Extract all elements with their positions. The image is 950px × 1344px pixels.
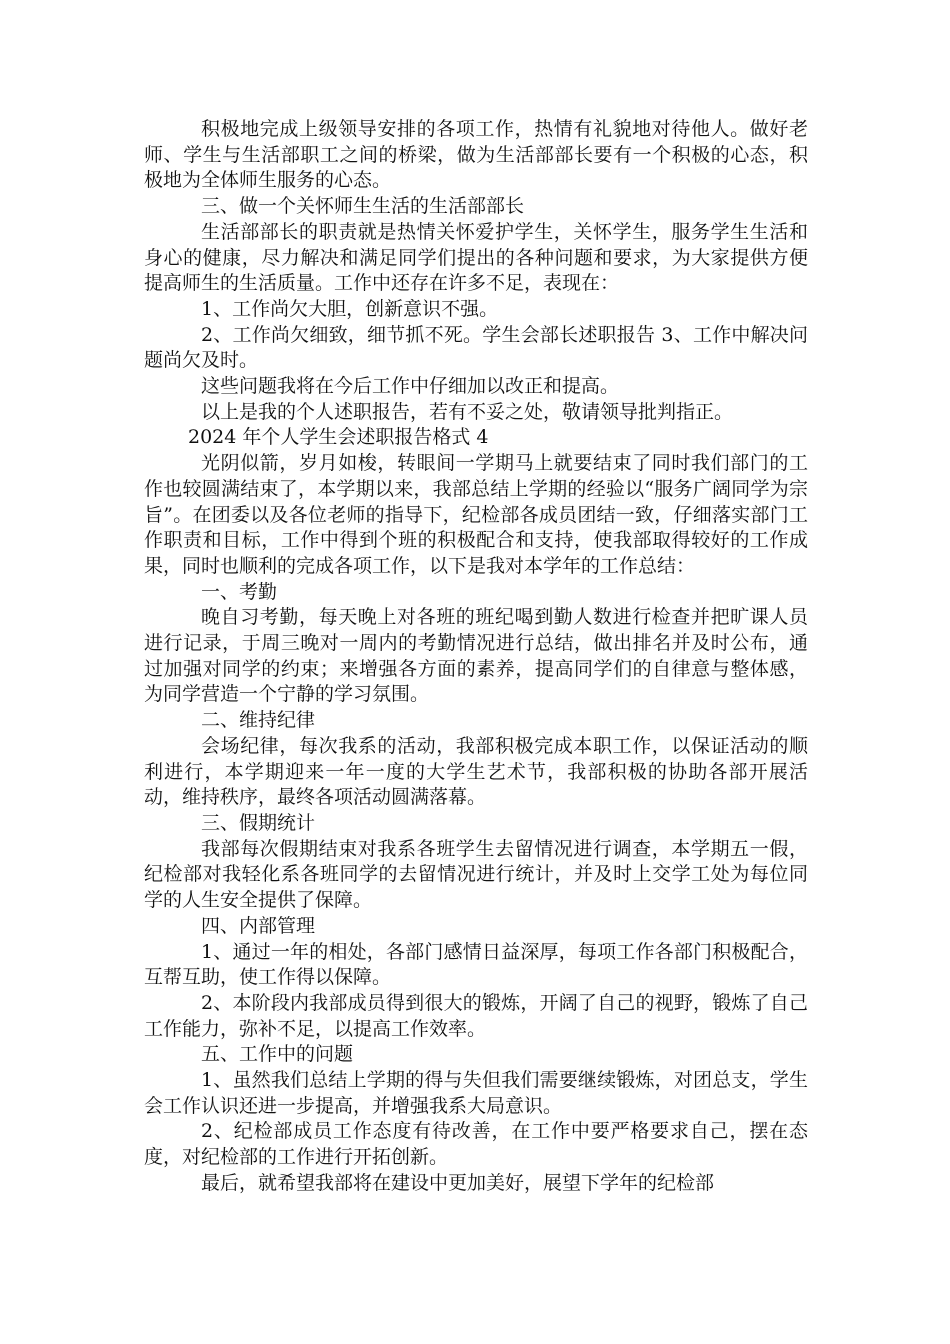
body-paragraph: 我部每次假期结束对我系各班学生去留情况进行调查，本学期五一假，纪检部对我轻化系各班同学的去留情况进行统计，并及时上交学工处为每位同学的人生安全提供了保障。 (144, 837, 808, 912)
body-paragraph: 光阴似箭，岁月如梭，转眼间一学期马上就要结束了同时我们部门的工作也较圆满结束了，本学期以来，我部总结上学期的经验以“服务广阔同学为宗旨”。在团委以及各位老师的指导下，纪检部各成员团结一致，仔细落实部门工作职责和目标，工作中得到个班的积极配合和支持，使我部取得较好的工作成果，同时也顺利的完成各项工作，以下是我对本学年的工作总结： (144, 452, 808, 577)
list-item: 2、纪检部成员工作态度有待改善，在工作中要严格要求自己，摆在态度，对纪检部的工作进行开拓创新。 (144, 1120, 808, 1169)
list-item: 1、虽然我们总结上学期的得与失但我们需要继续锻炼，对团总支，学生会工作认识还进一步提高，并增强我系大局意识。 (144, 1069, 808, 1117)
body-paragraph: 会场纪律，每次我系的活动，我部积极完成本职工作，以保证活动的顺利进行，本学期迎来一年一度的大学生艺术节，我部积极的协助各部开展活动，维持秩序，最终各项活动圆满落幕。 (144, 734, 808, 809)
section-heading: 二、维持纪律 (201, 709, 316, 732)
section-heading: 一、考勤 (201, 580, 278, 603)
list-item: 1、工作尚欠大胆，创新意识不强。 (201, 297, 499, 320)
document-page (144, 117, 808, 1197)
section-heading: 五、工作中的问题 (201, 1043, 354, 1066)
body-paragraph: 最后，就希望我部将在建设中更加美好，展望下学年的纪检部 (201, 1171, 715, 1194)
list-item: 1、通过一年的相处，各部门感情日益深厚，每项工作各部门积极配合，互帮互助，使工作得以保障。 (144, 940, 808, 989)
body-paragraph: 这些问题我将在今后工作中仔细加以改正和提高。 (201, 375, 620, 398)
report-title: 2024 年个人学生会述职报告格式 4 (188, 426, 489, 449)
list-item: 2、工作尚欠细致，细节抓不死。学生会部长述职报告 3、工作中解决问题尚欠及时。 (144, 323, 808, 372)
section-heading: 四、内部管理 (201, 914, 316, 937)
list-item: 2、本阶段内我部成员得到很大的锻炼，开阔了自己的视野，锻炼了自己工作能力，弥补不足，以提高工作效率。 (144, 991, 808, 1040)
body-paragraph: 生活部部长的职责就是热情关怀爱护学生，关怀学生，服务学生生活和身心的健康，尽力解决和满足同学们提出的各种问题和要求，为大家提供方便提高师生的生活质量。工作中还存在许多不足，表现在： (144, 220, 808, 295)
section-heading: 三、做一个关怀师生生活的生活部部长 (201, 195, 525, 218)
body-paragraph: 以上是我的个人述职报告，若有不妥之处，敬请领导批判指正。 (201, 400, 734, 423)
body-paragraph: 晚自习考勤，每天晚上对各班的班纪喝到勤人数进行检查并把旷课人员进行记录，于周三晚对一周内的考勤情况进行总结，做出排名并及时公布，通过加强对同学的约束；来增强各方面的素养，提高同学们的自律意与整体感，为同学营造一个宁静的学习氛围。 (144, 606, 808, 706)
section-heading: 三、假期统计 (201, 811, 316, 834)
body-paragraph: 积极地完成上级领导安排的各项工作，热情有礼貌地对待他人。做好老师、学生与生活部职工之间的桥梁，做为生活部部长要有一个积极的心态，积极地为全体师生服务的心态。 (144, 118, 808, 192)
